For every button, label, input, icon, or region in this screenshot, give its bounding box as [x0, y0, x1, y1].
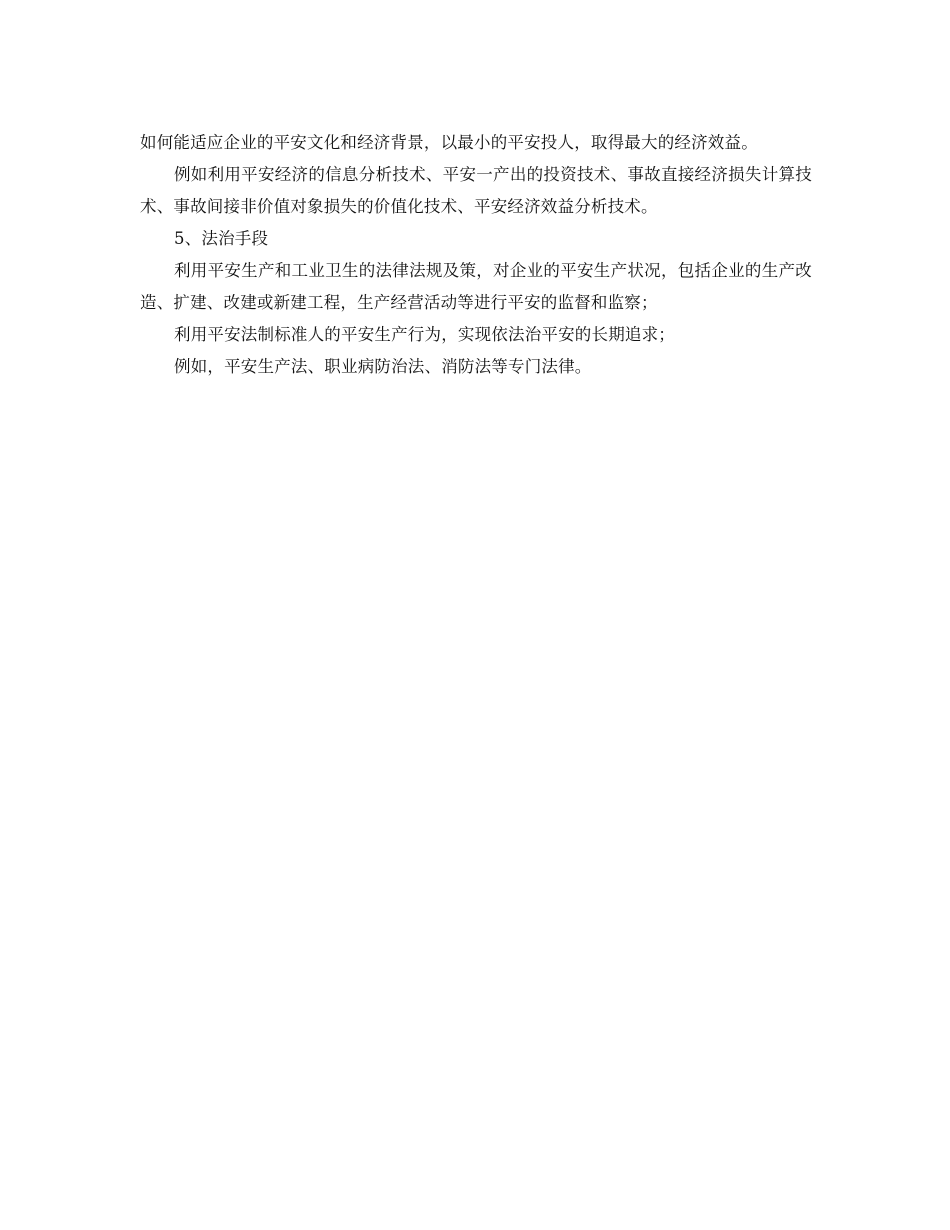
paragraph-legal-supervision: 利用平安生产和工业卫生的法律法规及策，对企业的平安生产状况，包括企业的生产改造、扩建、改建或新建工程，生产经营活动等进行平安的监督和监察；	[140, 261, 812, 312]
paragraph-legal-standards: 利用平安法制标准人的平安生产行为，实现依法治平安的长期追求；	[174, 325, 675, 344]
paragraph-economic-benefit: 如何能适应企业的平安文化和经济背景，以最小的平安投人，取得最大的经济效益。	[140, 133, 758, 152]
section-heading-legal-means: 5、法治手段	[174, 229, 269, 248]
paragraph-economic-techniques: 例如利用平安经济的信息分析技术、平安一产出的投资技术、事故直接经济损失计算技术、事故间接非价值对象损失的价值化技术、平安经济效益分析技术。	[140, 165, 812, 216]
document-body	[140, 127, 812, 383]
paragraph-legal-examples: 例如，平安生产法、职业病防治法、消防法等专门法律。	[174, 357, 592, 376]
